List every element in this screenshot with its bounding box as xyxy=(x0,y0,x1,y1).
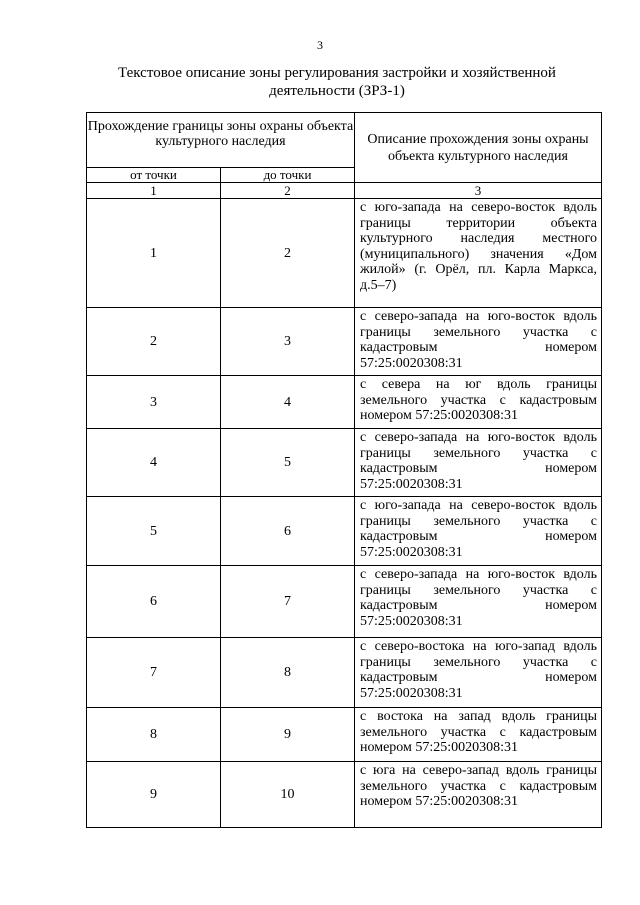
table-row xyxy=(87,708,602,762)
cell-to-point: 9 xyxy=(221,708,355,762)
page-number: 3 xyxy=(317,38,323,52)
cell-description: с северо-запада на юго-восток вдоль границы земельного участка с кадастровым номером 57:25:0020308:31 xyxy=(355,429,602,497)
cell-to-point: 5 xyxy=(221,429,355,497)
table-header-row xyxy=(87,113,602,168)
column-number-3: 3 xyxy=(355,183,602,199)
cell-from-point: 8 xyxy=(87,708,221,762)
header-description: Описание прохождения зоны охраны объекта культурного наследия xyxy=(355,113,602,183)
cell-from-point: 9 xyxy=(87,762,221,828)
cell-description: с севера на юг вдоль границы земельного участка с кадастровым номером 57:25:0020308:31 xyxy=(355,376,602,429)
cell-to-point: 2 xyxy=(221,199,355,308)
cell-from-point: 7 xyxy=(87,638,221,708)
cell-to-point: 6 xyxy=(221,497,355,566)
cell-to-point: 3 xyxy=(221,308,355,376)
cell-from-point: 4 xyxy=(87,429,221,497)
cell-to-point: 7 xyxy=(221,566,355,638)
cell-from-point: 5 xyxy=(87,497,221,566)
cell-from-point: 3 xyxy=(87,376,221,429)
cell-to-point: 4 xyxy=(221,376,355,429)
header-boundary: Прохождение границы зоны охраны объекта культурного наследия xyxy=(87,113,355,168)
table-row xyxy=(87,376,602,429)
table-row xyxy=(87,199,602,308)
table-row xyxy=(87,638,602,708)
table-row xyxy=(87,762,602,828)
cell-description: с юго-запада на северо-восток вдоль границы земельного участка с кадастровым номером 57:25:0020308:31 xyxy=(355,497,602,566)
cell-description: с юга на северо-запад вдоль границы земельного участка с кадастровым номером 57:25:0020308:31 xyxy=(355,762,602,828)
cell-description: с северо-востока на юго-запад вдоль границы земельного участка с кадастровым номером 57:25:0020308:31 xyxy=(355,638,602,708)
cell-from-point: 2 xyxy=(87,308,221,376)
table-row xyxy=(87,566,602,638)
cell-description: с востока на запад вдоль границы земельного участка с кадастровым номером 57:25:0020308:31 xyxy=(355,708,602,762)
cell-description: с северо-запада на юго-восток вдоль границы земельного участка с кадастровым номером 57:25:0020308:31 xyxy=(355,566,602,638)
cell-description: с юго-запада на северо-восток вдоль границы территории объекта культурного наследия местного (муниципального) значения «Дом жилой» (г. Орёл, пл. Карла Маркса, д.5–7) xyxy=(355,199,602,308)
zone-boundary-table xyxy=(86,112,602,828)
cell-to-point: 10 xyxy=(221,762,355,828)
column-number-row xyxy=(87,183,602,199)
table-row xyxy=(87,429,602,497)
cell-from-point: 1 xyxy=(87,199,221,308)
cell-to-point: 8 xyxy=(221,638,355,708)
cell-from-point: 6 xyxy=(87,566,221,638)
header-to-point: до точки xyxy=(221,168,355,183)
header-from-point: от точки xyxy=(87,168,221,183)
zone-boundary-table-container xyxy=(86,112,601,828)
cell-description: с северо-запада на юго-восток вдоль границы земельного участка с кадастровым номером 57:25:0020308:31 xyxy=(355,308,602,376)
column-number-2: 2 xyxy=(221,183,355,199)
table-row xyxy=(87,308,602,376)
document-title: Текстовое описание зоны регулирования застройки и хозяйственной деятельности (ЗРЗ-1) xyxy=(118,65,556,99)
table-row xyxy=(87,497,602,566)
column-number-1: 1 xyxy=(87,183,221,199)
